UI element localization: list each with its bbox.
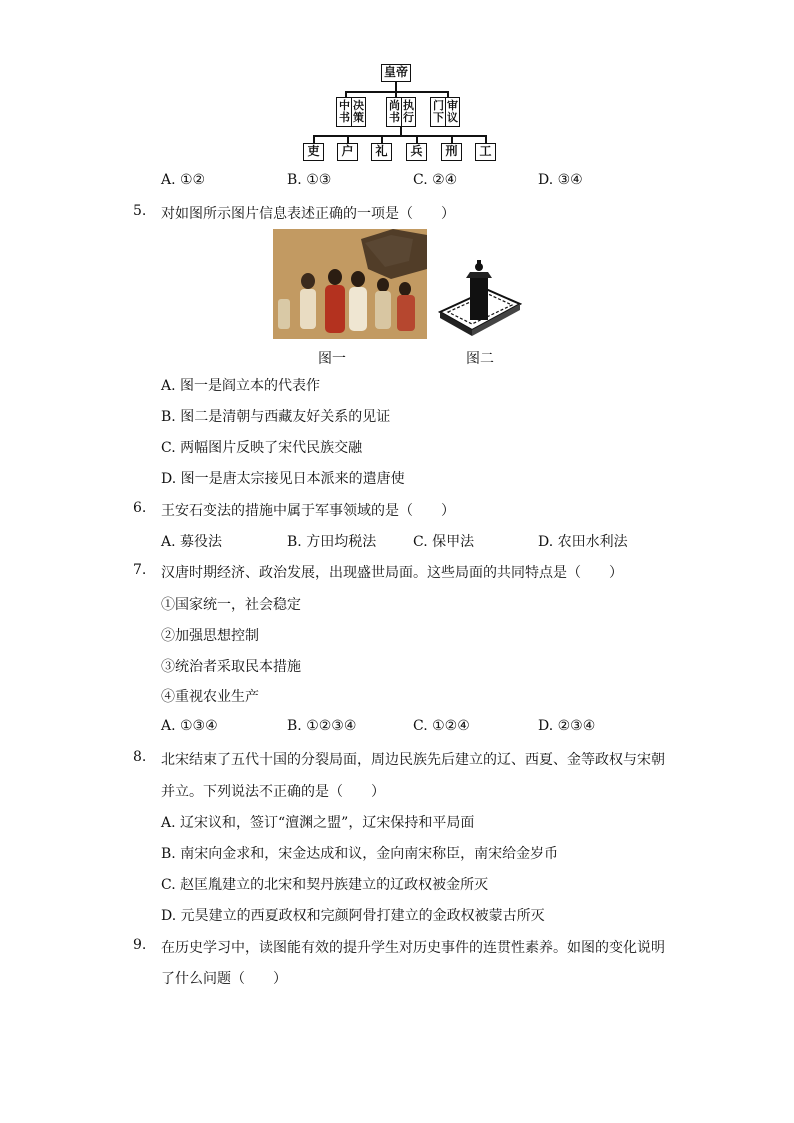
department-role: 执行 <box>403 99 414 124</box>
q4-option-d[interactable]: D. ③④ <box>538 172 583 188</box>
q7-option-d[interactable]: D. ②③④ <box>538 718 596 734</box>
q8-option-c[interactable]: C. 赵匡胤建立的北宋和契丹族建立的辽政权被金所灭 <box>161 877 489 893</box>
q7-item-1: ①国家统一，社会稳定 <box>161 597 301 613</box>
question-text: 对如图所示图片信息表述正确的一项是（ ） <box>161 206 455 222</box>
painting-image <box>273 229 427 339</box>
ministry-box: 工 <box>475 143 496 161</box>
q5-option-b[interactable]: B. 图二是清朝与西藏友好关系的见证 <box>161 409 391 425</box>
q8-option-a[interactable]: A. 辽宋议和，签订“澶渊之盟”，辽宋保持和平局面 <box>161 815 475 831</box>
department-box-menxia <box>430 97 460 127</box>
q7-item-4: ④重视农业生产 <box>161 689 259 705</box>
tower-drawing <box>438 260 522 338</box>
emperor-box <box>381 64 411 82</box>
q4-option-b[interactable]: B. ①③ <box>287 172 332 188</box>
q6-option-a[interactable]: A. 募役法 <box>161 534 223 550</box>
q7-item-3: ③统治者采取民本措施 <box>161 659 301 675</box>
ministry-box: 兵 <box>406 143 427 161</box>
question-text: 汉唐时期经济、政治发展，出现盛世局面。这些局面的共同特点是（ ） <box>161 565 623 581</box>
question-text-line-1: 北宋结束了五代十国的分裂局面，周边民族先后建立的辽、西夏、金等政权与宋朝 <box>161 752 665 768</box>
q5-option-a[interactable]: A. 图一是阎立本的代表作 <box>161 378 321 394</box>
department-box-shangshu <box>386 97 416 127</box>
question-text-line-2: 并立。下列说法不正确的是（ ） <box>161 784 385 800</box>
q6-option-d[interactable]: D. 农田水利法 <box>538 534 628 550</box>
emperor-label: 皇帝 <box>383 65 408 79</box>
ministry-box: 户 <box>337 143 358 161</box>
question-number: 6. <box>133 500 147 516</box>
ministry-box: 吏 <box>303 143 324 161</box>
department-name: 门下 <box>433 99 444 124</box>
q8-option-d[interactable]: D. 元昊建立的西夏政权和完颜阿骨打建立的金政权被蒙古所灭 <box>161 908 545 924</box>
q5-option-c[interactable]: C. 两幅图片反映了宋代民族交融 <box>161 440 363 456</box>
figure-caption-2: 图二 <box>466 351 494 367</box>
ministry-box: 刑 <box>441 143 462 161</box>
department-name: 中书 <box>339 99 350 124</box>
question-number: 5. <box>133 203 147 219</box>
q4-option-c[interactable]: C. ②④ <box>413 172 458 188</box>
department-role: 审议 <box>447 99 458 124</box>
question-text-line-1: 在历史学习中，读图能有效的提升学生对历史事件的连贯性素养。如图的变化说明 <box>161 940 665 956</box>
department-role: 决策 <box>353 99 364 124</box>
q8-option-b[interactable]: B. 南宋向金求和，宋金达成和议，金向南宋称臣，南宋给金岁币 <box>161 846 559 862</box>
q7-option-c[interactable]: C. ①②④ <box>413 718 470 734</box>
q6-option-c[interactable]: C. 保甲法 <box>413 534 475 550</box>
question-text: 王安石变法的措施中属于军事领域的是（ ） <box>161 503 455 519</box>
q5-option-d[interactable]: D. 图一是唐太宗接见日本派来的遣唐使 <box>161 471 405 487</box>
question-number: 7. <box>133 562 147 578</box>
question-number: 9. <box>133 937 147 953</box>
q7-option-a[interactable]: A. ①③④ <box>161 718 218 734</box>
question-number: 8. <box>133 749 147 765</box>
q6-option-b[interactable]: B. 方田均税法 <box>287 534 377 550</box>
figure-caption-1: 图一 <box>318 351 346 367</box>
department-name: 尚书 <box>389 99 400 124</box>
question-text-line-2: 了什么问题（ ） <box>161 971 287 987</box>
ministry-box: 礼 <box>371 143 392 161</box>
q7-item-2: ②加强思想控制 <box>161 628 259 644</box>
q7-option-b[interactable]: B. ①②③④ <box>287 718 357 734</box>
q4-option-a[interactable]: A. ①② <box>161 172 206 188</box>
department-box-zhongshu <box>336 97 366 127</box>
